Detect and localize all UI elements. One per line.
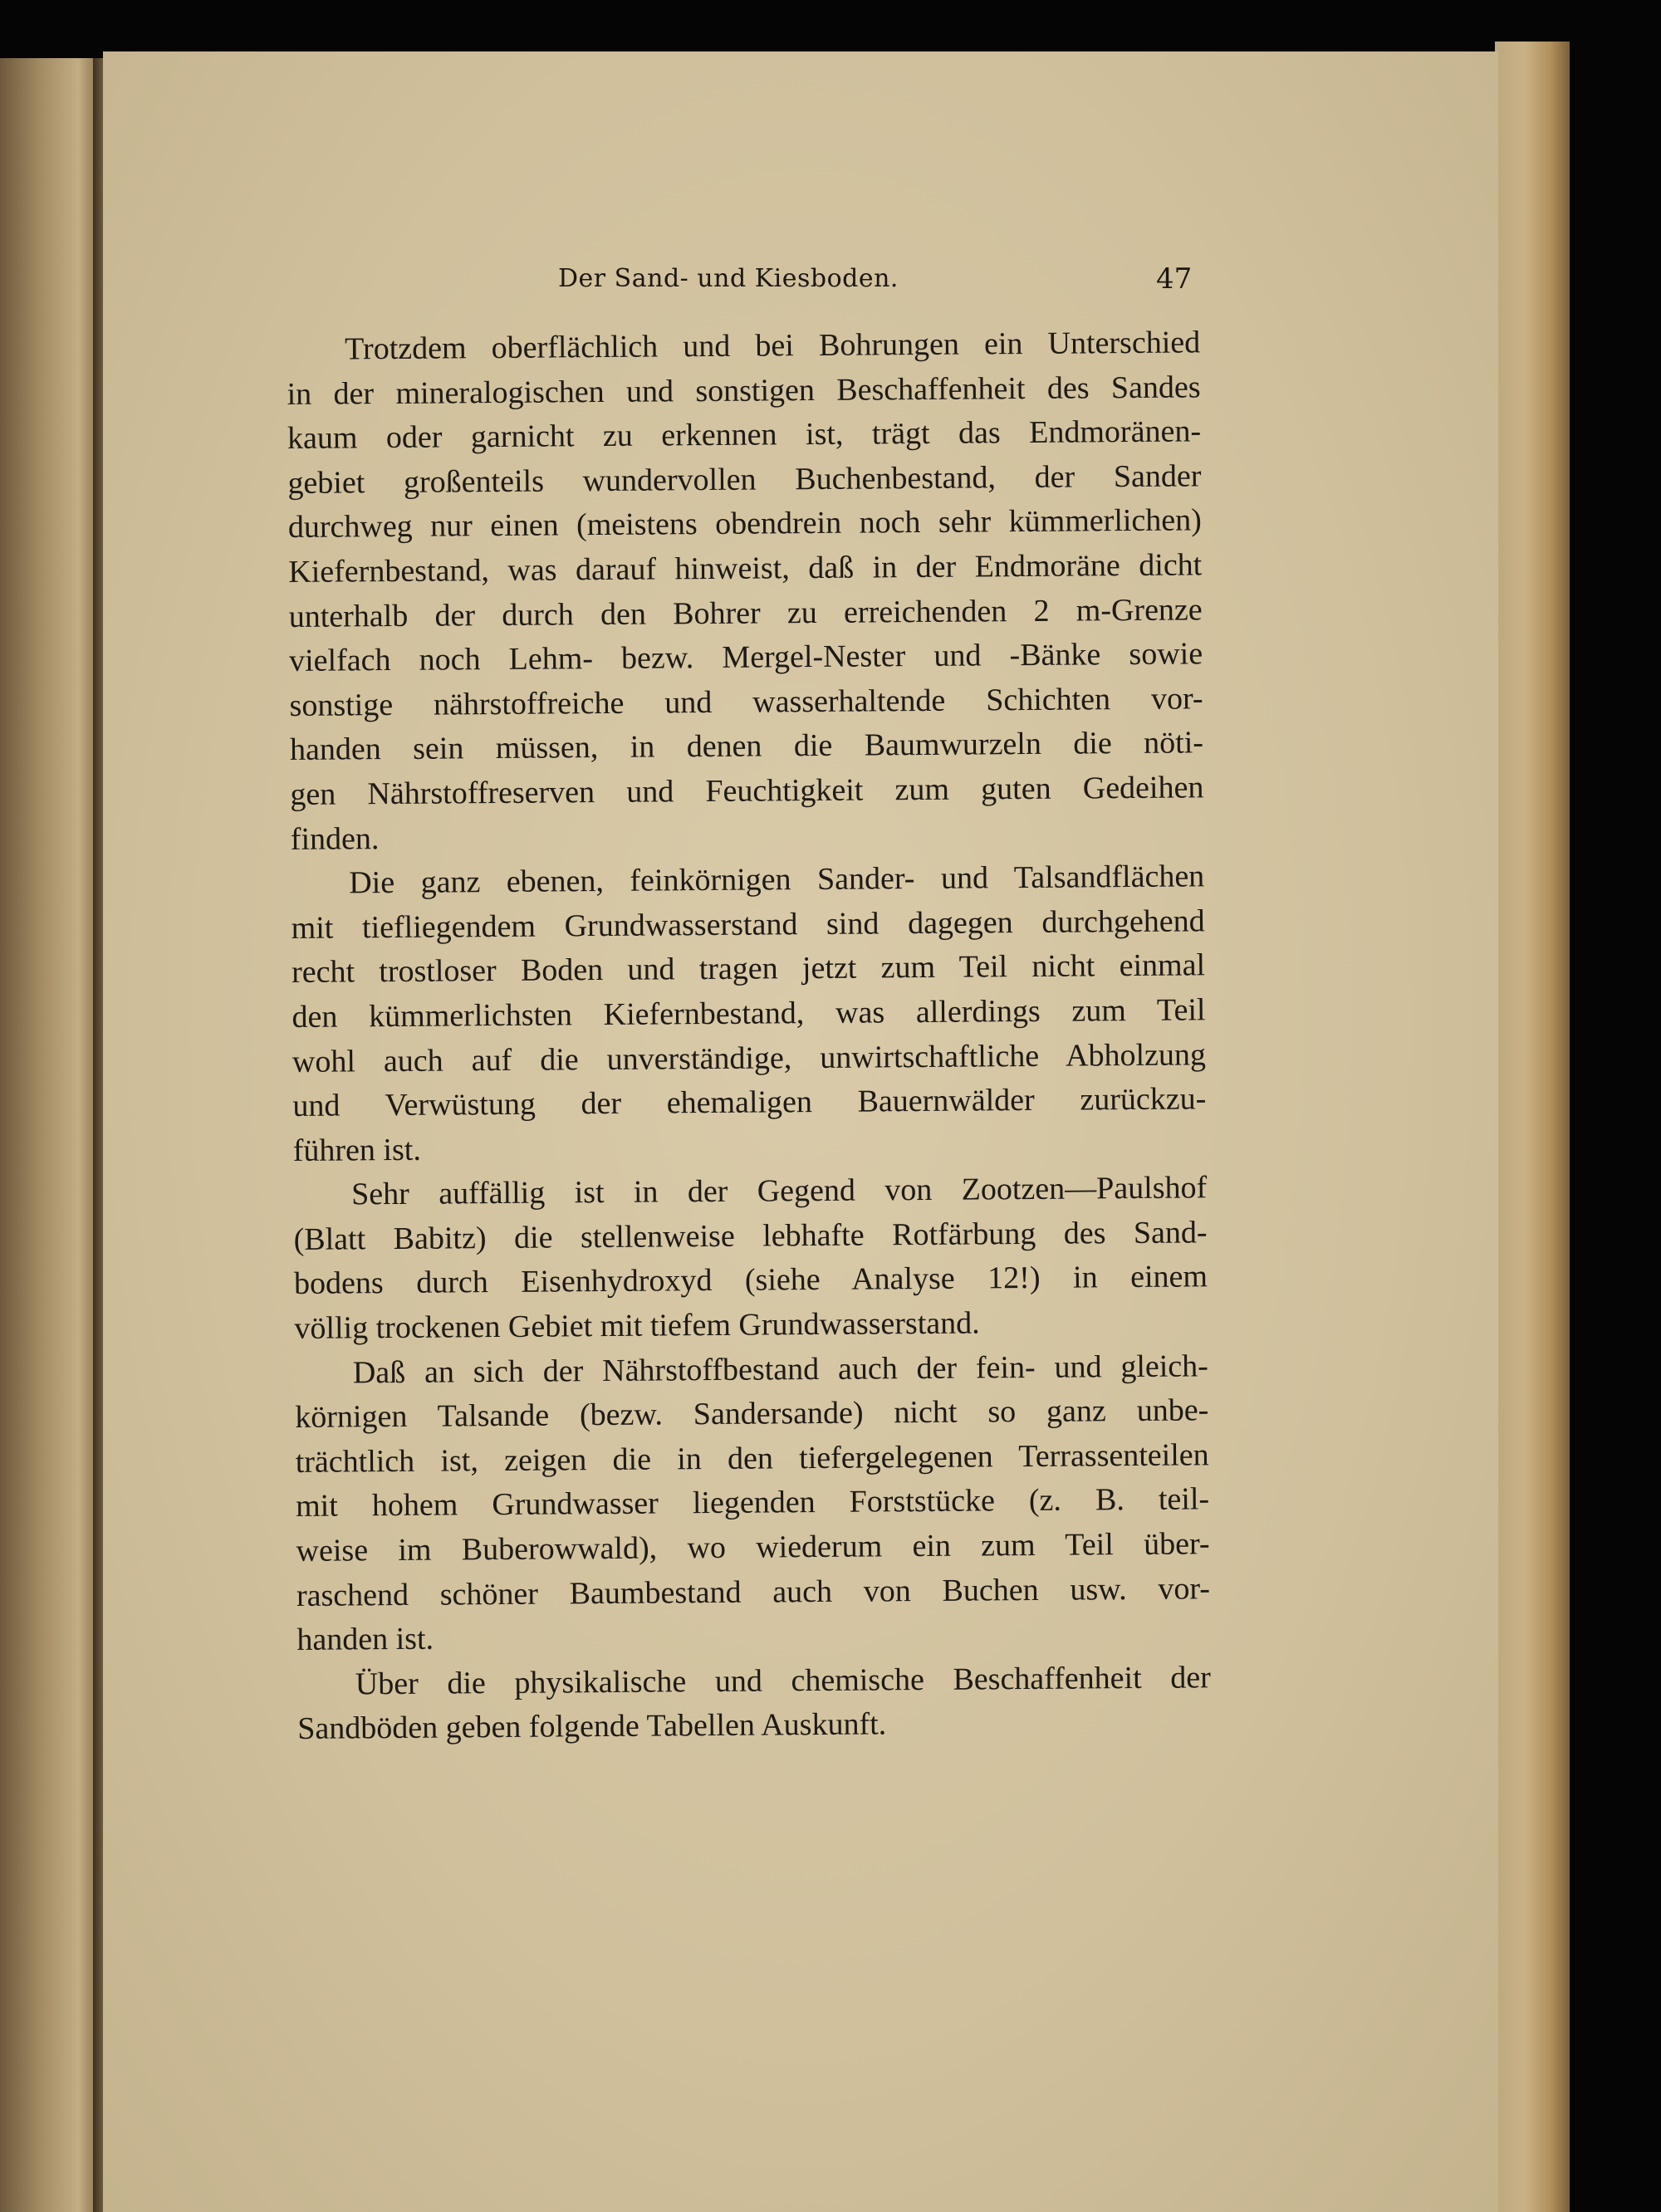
paragraph-2 (291, 854, 1207, 1173)
page-number: 47 (1156, 262, 1193, 296)
text-line: den kümmerlichsten Kiefernbestand, was allerdings zum Teil (292, 992, 1206, 1035)
right-page-edge (1495, 42, 1570, 2212)
text-line: führen ist. (292, 1132, 422, 1168)
text-line: Daß an sich der Nährstoffbestand auch der fein- und gleich- (352, 1348, 1209, 1391)
text-line: finden. (290, 820, 380, 857)
text-line: und Verwüstung der ehemaligen Bauernwälder zurückzu- (292, 1081, 1207, 1124)
text-line: handen ist. (296, 1621, 434, 1658)
text-line: bodens durch Eisenhydroxyd (siehe Analyse 12!) in einem (293, 1259, 1208, 1302)
text-line: Die ganz ebenen, feinkörnigen Sander- und Talsandflächen (349, 859, 1205, 901)
text-line: Sehr auffällig ist in der Gegend von Zootzen—Paulshof (351, 1170, 1208, 1212)
text-line: sonstige nährstoffreiche und wasserhaltende Schichten vor- (289, 681, 1203, 723)
left-page-edge (0, 58, 98, 2212)
text-line: Sandböden geben folgende Tabellen Auskunft. (297, 1706, 887, 1747)
text-line: vielfach noch Lehm- bezw. Mergel-Nester und -Bänke sowie (288, 636, 1203, 679)
text-line: gebiet großenteils wundervollen Buchenbestand, der Sander (287, 458, 1202, 501)
text-line: unterhalb der durch den Bohrer zu erreichenden 2 m-Grenze (288, 591, 1203, 634)
text-line: Trotzdem oberflächlich und bei Bohrungen ein Unterschied (345, 325, 1201, 367)
text-line: gen Nährstoffreserven und Feuchtigkeit zum guten Gedeihen (290, 770, 1204, 812)
running-title: Der Sand- und Kiesboden. (558, 264, 899, 293)
text-line: völlig trockenen Gebiet mit tiefem Grundwasserstand. (294, 1305, 980, 1347)
text-line: wohl auch auf die unverständige, unwirtschaftliche Abholzung (292, 1036, 1207, 1079)
text-line: handen sein müssen, in denen die Baumwurzeln die nöti- (289, 725, 1204, 768)
text-line: Über die physikalische und chemische Beschaffenheit der (355, 1660, 1211, 1702)
paragraph-4 (295, 1344, 1211, 1663)
text-line: raschend schöner Baumbestand auch von Buchen usw. vor- (296, 1570, 1211, 1613)
text-line: durchweg nur einen (meistens obendrein noch sehr kümmerlichen) (287, 502, 1203, 546)
text-line: körnigen Talsande (bezw. Sandersande) nicht so ganz unbe- (295, 1392, 1209, 1436)
text-line: mit tiefliegendem Grundwasserstand sind dagegen durchgehend (291, 903, 1205, 946)
text-line: trächtlich ist, zeigen die in den tiefergelegenen Terrassenteilen (295, 1437, 1209, 1480)
text-line: mit hohem Grundwasser liegenden Forststücke (z. B. teil- (295, 1481, 1210, 1524)
text-line: in der mineralogischen und sonstigen Beschaffenheit des Sandes (287, 369, 1201, 412)
paragraph-1 (287, 321, 1204, 862)
text-line: kaum oder garnicht zu erkennen ist, trägt das Endmoränen- (287, 414, 1202, 457)
text-line: (Blatt Babitz) die stellenweise lebhafte Rotfärbung des Sand- (293, 1215, 1208, 1257)
paragraph-3 (293, 1167, 1208, 1352)
text-line: Kiefernbestand, was darauf hinweist, daß in der Endmoräne dicht (288, 547, 1203, 590)
text-line: recht trostloser Boden und tragen jetzt zum Teil nicht einmal (291, 947, 1206, 991)
paragraph-5 (297, 1656, 1212, 1752)
text-line: weise im Buberowwald), wo wiederum ein zum Teil über- (296, 1526, 1210, 1568)
body-text (287, 321, 1211, 1752)
